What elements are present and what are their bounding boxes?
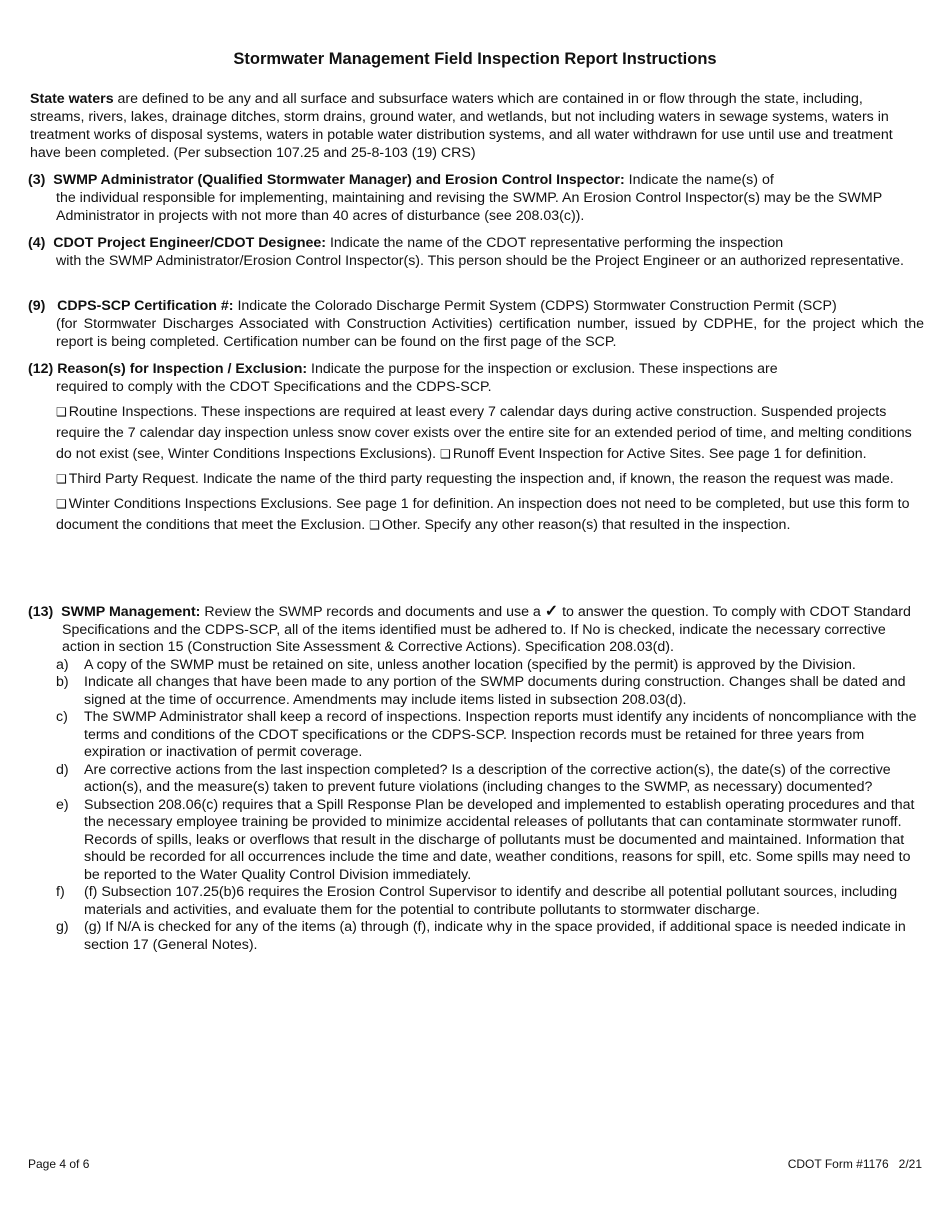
checkbox-icon: ❑ — [56, 405, 67, 419]
section-number: (3) — [28, 172, 46, 188]
section-text: Review the SWMP records and documents and use a — [200, 604, 545, 620]
section-text: Indicate the name(s) of — [624, 172, 774, 188]
reason-other-text: Other. Specify any other reason(s) that resulted in the inspection. — [381, 517, 791, 533]
section-number: (9) — [28, 298, 46, 314]
section-number: (4) — [28, 235, 46, 251]
reason-routine-paragraph — [28, 402, 924, 465]
list-item — [28, 762, 924, 797]
section-13-intro — [28, 603, 924, 657]
list-item-text: (g) If N/A is checked for any of the items (a) through (f), indicate why in the space provided, if additional space is needed indicate in section 17 (General Notes). — [84, 919, 906, 953]
reason-winter-text: Winter Conditions Inspections Exclusions. See page 1 for definition. An inspection does not need to be completed, but use this form to document the conditions that meet the Exclusion. — [56, 496, 910, 533]
checkbox-icon: ❑ — [369, 518, 380, 532]
list-item — [28, 919, 924, 954]
intro-term: State waters — [30, 91, 114, 107]
section-3 — [28, 171, 924, 225]
section-heading: Reason(s) for Inspection / Exclusion: — [57, 361, 308, 377]
section-text-continued: to answer the question. To comply with CDOT Standard Specifications and the CDPS-SCP, all of the items identified must be adhered to. If No is checked, indicate the necessary corrective action in section 15 (Construction Site Assessment & Corrective Actions). Specification 208.03(d). — [62, 604, 911, 655]
swmp-management-items — [28, 657, 924, 955]
list-item-text: Indicate all changes that have been made to any portion of the SWMP documents during construction. Changes shall be dated and signed at the time of occurrence. Amendments may include items listed in subsection 208.03(d). — [84, 674, 906, 708]
section-4-first-line — [28, 234, 924, 252]
list-item-label: e) — [56, 796, 69, 813]
list-item — [28, 709, 924, 762]
reason-third-party-text: Third Party Request. Indicate the name of the third party requesting the inspection and, if known, the reason the request was made. — [68, 471, 894, 487]
intro-text: are defined to be any and all surface and subsurface waters which are contained in or flow through the state, including, streams, rivers, lakes, drainage ditches, storm drains, ground water, and wetlands, but not including waters in sewage systems, waters in treatment works of disposal systems, waters in potable water distribution systems, and all water withdrawn for use until use and treatment have been completed. (Per subsection 107.25 and 25-8-103 (19) CRS) — [30, 91, 893, 161]
list-item — [28, 674, 924, 709]
list-item-label: b) — [56, 674, 69, 690]
section-3-first-line — [28, 171, 924, 189]
section-text: Indicate the Colorado Discharge Permit System (CDPS) Stormwater Construction Permit (SCP) — [233, 298, 837, 314]
section-heading: SWMP Administrator (Qualified Stormwater Manager) and Erosion Control Inspector: — [53, 172, 625, 188]
section-3-body: the individual responsible for implementing, maintaining and revising the SWMP. An Erosion Control Inspector(s) may be the SWMP Administrator in projects with not more than 40 acres of disturbance (see 208.03(c)). — [56, 190, 882, 224]
list-item-text: Subsection 208.06(c) requires that a Spill Response Plan be developed and implemented to establish operating procedures and that the necessary employee training be provided to minimize accidental releases of pollutants that can contaminate stormwater runoff. Records of spills, leaks or overflows that result in the discharge of pollutants must be documented and maintained. Information that should be recorded for all occurrences include the time and date, weather conditions, reasons for spill, etc. Some spills may need to be reported to the Water Quality Control Division immediately. — [84, 796, 915, 883]
list-item-label: f) — [56, 884, 65, 900]
reason-runoff-text: Runoff Event Inspection for Active Sites. See page 1 for definition. — [452, 446, 867, 462]
list-item-label: g) — [56, 919, 69, 935]
checkbox-icon: ❑ — [56, 472, 67, 486]
form-number: CDOT Form #1176 2/21 — [787, 1157, 922, 1171]
list-item — [28, 797, 924, 885]
section-9 — [28, 297, 924, 351]
reason-routine-text: Routine Inspections. These inspections are required at least every 7 calendar days during active construction. Suspended projects require the 7 calendar day inspection unless snow cover exists over the entire site for an extended period of time, and melting conditions do not exist (see, Winter Conditions Inspections Exclusions). — [56, 404, 912, 462]
section-text: Indicate the name of the CDOT representative performing the inspection — [326, 235, 784, 251]
list-item-label: d) — [56, 761, 69, 778]
section-text: Indicate the purpose for the inspection or exclusion. These inspections are — [307, 361, 778, 377]
section-number: (12) — [28, 361, 54, 377]
section-4 — [28, 234, 924, 270]
reason-third-party-paragraph — [28, 469, 924, 490]
section-heading: SWMP Management: — [61, 604, 201, 620]
section-12 — [28, 360, 924, 536]
list-item-text: Are corrective actions from the last inspection completed? Is a description of the corrective action(s), the date(s) of the corrective action(s), and the measure(s) taken to prevent future violations (including changes to the SWMP, as necessary) documented? — [84, 761, 891, 795]
list-item-text: A copy of the SWMP must be retained on site, unless another location (specified by the permit) is approved by the Division. — [84, 656, 856, 673]
list-item-text: (f) Subsection 107.25(b)6 requires the Erosion Control Supervisor to identify and describe all potential pollutant sources, including materials and activities, and evaluate them for the potential to contribute pollutants to stormwater discharge. — [84, 884, 898, 918]
checkbox-icon: ❑ — [440, 447, 451, 461]
checkmark-icon: ✓ — [544, 603, 559, 620]
page-number: Page 4 of 6 — [28, 1157, 90, 1171]
section-12-first-line — [28, 360, 924, 378]
section-number: (13) — [28, 604, 54, 620]
list-item-label: a) — [56, 656, 69, 673]
intro-paragraph — [30, 90, 918, 162]
section-9-body: (for Stormwater Discharges Associated with Construction Activities) certification number, issued by CDPHE, for the project which the report is being completed. Certification number can be found on the first page of the SCP. — [56, 316, 924, 350]
page-title: Stormwater Management Field Inspection Report Instructions — [233, 50, 717, 68]
section-13 — [28, 603, 924, 954]
reason-winter-paragraph — [28, 494, 924, 536]
section-4-body: with the SWMP Administrator/Erosion Control Inspector(s). This person should be the Project Engineer or an authorized representative. — [56, 253, 904, 269]
list-item — [28, 657, 924, 675]
list-item-label: c) — [56, 709, 68, 725]
section-12-body: required to comply with the CDOT Specifications and the CDPS-SCP. — [56, 379, 492, 395]
checkbox-icon: ❑ — [56, 497, 67, 511]
list-item — [28, 884, 924, 919]
section-9-first-line — [28, 297, 924, 315]
section-heading: CDPS-SCP Certification #: — [57, 298, 234, 314]
list-item-text: The SWMP Administrator shall keep a record of inspections. Inspection reports must identify any incidents of noncompliance with the terms and conditions of the CDOT specifications or the CDPS-SCP. Inspection records must be retained for three years from expiration or inactivation of permit coverage. — [84, 709, 917, 760]
section-heading: CDOT Project Engineer/CDOT Designee: — [53, 235, 326, 251]
